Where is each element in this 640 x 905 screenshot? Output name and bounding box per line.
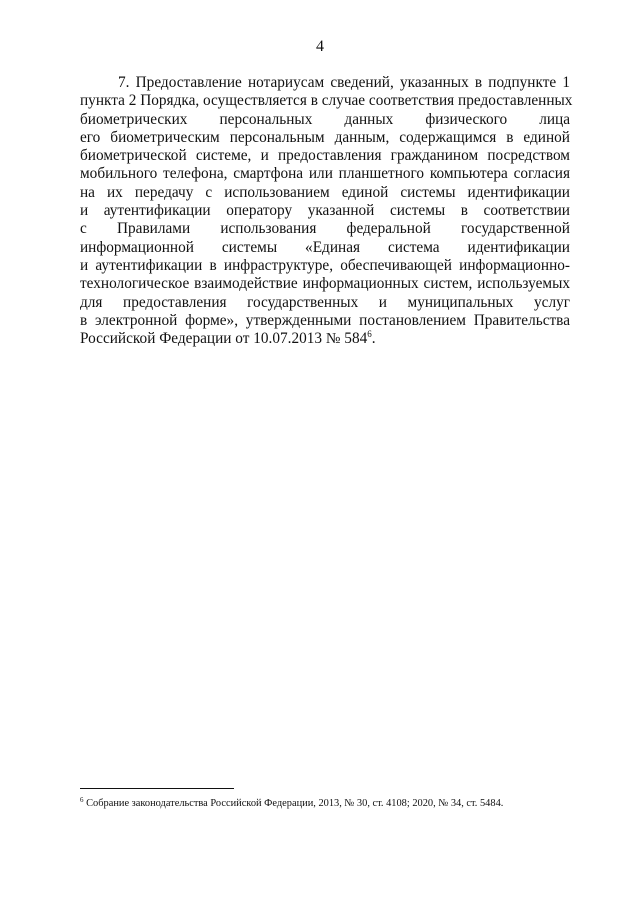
paragraph-line: и аутентификации в инфраструктуре, обеспечивающей информационно-	[80, 256, 570, 274]
paragraph-line: и аутентификации оператору указанной системы в соответствии	[80, 202, 570, 220]
footnote-separator	[80, 788, 234, 789]
footnote	[80, 797, 570, 810]
paragraph-line: в электронной форме», утвержденными постановлением Правительства	[80, 311, 570, 329]
paragraph-line: биометрической системе, и предоставления гражданином посредством	[80, 147, 570, 165]
page-number: 4	[316, 38, 324, 55]
paragraph-line: 7. Предоставление нотариусам сведений, указанных в подпункте 1	[118, 74, 570, 91]
footnote-text: Собрание законодательства Российской Федерации, 2013, № 30, ст. 4108; 2020, № 34, ст. 5484.	[83, 798, 504, 809]
paragraph-7	[80, 74, 573, 348]
paragraph-line: на их передачу с использованием единой системы идентификации	[80, 183, 570, 201]
paragraph-line: Российской Федерации от 10.07.2013 № 584	[80, 330, 368, 348]
end-punctuation: .	[371, 330, 376, 348]
footnote-reference: 6	[367, 329, 372, 340]
paragraph-line: мобильного телефона, смартфона или планшетного компьютера согласия	[80, 165, 570, 183]
footnote-marker: 6	[80, 796, 84, 804]
paragraph-line: его биометрическим персональным данным, содержащимся в единой	[80, 128, 570, 146]
paragraph-line: информационной системы «Единая система идентификации	[80, 238, 570, 256]
paragraph-line: для предоставления государственных и муниципальных услуг	[80, 293, 570, 311]
paragraph-line: пункта 2 Порядка, осуществляется в случае соответствия предоставленных	[80, 92, 573, 110]
paragraph-line: биометрических персональных данных физического лица	[80, 110, 570, 128]
paragraph-line: технологическое взаимодействие информационных систем, используемых	[80, 275, 570, 293]
paragraph-last-line	[80, 330, 570, 348]
paragraph-line: с Правилами использования федеральной государственной	[80, 220, 570, 238]
